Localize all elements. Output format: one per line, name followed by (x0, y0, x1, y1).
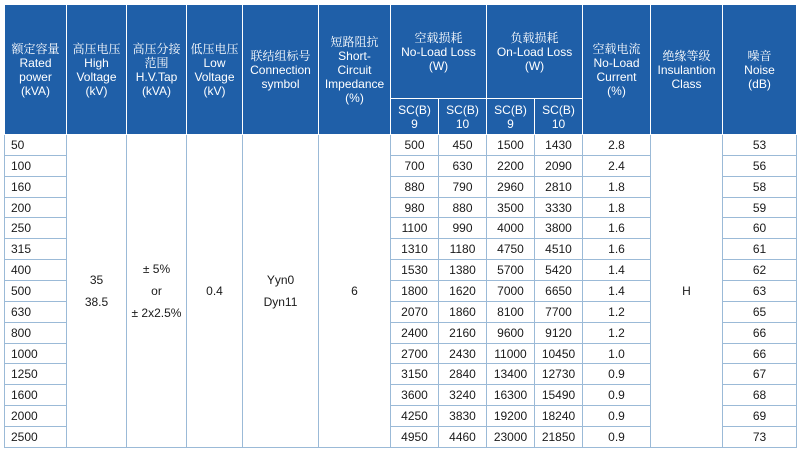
cell-noload-scb9: 500 (391, 135, 439, 156)
cell-rated-power: 200 (5, 197, 67, 218)
subheader-onload-scb10-l2: 10 (551, 116, 566, 131)
cell-no-load-current: 2.8 (583, 135, 651, 156)
cell-onload-scb10: 7700 (535, 301, 583, 322)
cell-onload-scb9: 13400 (487, 364, 535, 385)
header-no-load-current-en1: No-Load (593, 55, 640, 70)
cell-noload-scb10: 630 (439, 155, 487, 176)
cell-noload-scb10: 790 (439, 176, 487, 197)
header-noise (723, 5, 797, 135)
header-on-load-loss-cn: 负载损耗 (510, 30, 559, 45)
cell-hv-tap (127, 135, 187, 448)
header-low-voltage-unit: (kV) (203, 83, 226, 98)
header-short-circuit-impedance (319, 5, 391, 135)
cell-onload-scb9: 16300 (487, 385, 535, 406)
cell-connection-symbol (243, 135, 319, 448)
cell-noload-scb9: 4950 (391, 427, 439, 448)
cell-rated-power: 500 (5, 281, 67, 302)
subheader-noload-scb10-l1: SC(B) (446, 102, 479, 117)
header-low-voltage-cn: 低压电压 (190, 41, 239, 56)
cell-noise: 60 (723, 218, 797, 239)
cell-noload-scb9: 700 (391, 155, 439, 176)
header-noise-cn: 噪音 (747, 48, 772, 63)
cell-hv-tap-line: or (151, 284, 162, 298)
cell-onload-scb9: 9600 (487, 322, 535, 343)
cell-noload-scb10: 1620 (439, 281, 487, 302)
cell-noise: 59 (723, 197, 797, 218)
cell-high-voltage-line: 35 (89, 273, 104, 287)
header-no-load-current-cn: 空载电流 (592, 41, 641, 56)
header-connection-en2: symbol (261, 76, 300, 91)
cell-noise: 62 (723, 260, 797, 281)
header-insulation-cn: 绝缘等级 (662, 48, 711, 63)
cell-low-voltage-line: 0.4 (206, 284, 223, 298)
cell-rated-power: 1600 (5, 385, 67, 406)
cell-onload-scb10: 2810 (535, 176, 583, 197)
header-no-load-loss-en: No-Load Loss (401, 44, 476, 59)
cell-hv-tap-line: ± 5% (142, 262, 171, 276)
cell-noload-scb10: 450 (439, 135, 487, 156)
cell-low-voltage (187, 135, 243, 448)
header-hv-tap-cn1: 高压分接 (132, 41, 181, 56)
header-high-voltage-cn: 高压电压 (72, 41, 121, 56)
cell-onload-scb10: 5420 (535, 260, 583, 281)
cell-onload-scb9: 2200 (487, 155, 535, 176)
cell-onload-scb10: 3330 (535, 197, 583, 218)
header-rated-power-en1: Rated (19, 55, 52, 70)
cell-noise: 66 (723, 343, 797, 364)
cell-noload-scb9: 2070 (391, 301, 439, 322)
cell-noise: 67 (723, 364, 797, 385)
cell-connection-symbol-line: Yyn0 (266, 273, 295, 287)
cell-noload-scb9: 1310 (391, 239, 439, 260)
cell-noload-scb9: 1100 (391, 218, 439, 239)
cell-noload-scb9: 1800 (391, 281, 439, 302)
header-no-load-loss-unit: (W) (428, 58, 449, 73)
cell-rated-power: 800 (5, 322, 67, 343)
cell-onload-scb10: 3800 (535, 218, 583, 239)
cell-onload-scb9: 8100 (487, 301, 535, 322)
cell-onload-scb9: 1500 (487, 135, 535, 156)
cell-rated-power: 2000 (5, 406, 67, 427)
cell-rated-power: 315 (5, 239, 67, 260)
subheader-onload-scb9-l1: SC(B) (494, 102, 527, 117)
header-rated-power-en2: power (19, 69, 52, 84)
cell-no-load-current: 0.9 (583, 406, 651, 427)
cell-onload-scb10: 15490 (535, 385, 583, 406)
cell-rated-power: 160 (5, 176, 67, 197)
header-high-voltage-unit: (kV) (85, 83, 108, 98)
header-connection-symbol (243, 5, 319, 135)
cell-insulation-class-line: H (682, 284, 691, 298)
header-high-voltage-en1: High (84, 55, 109, 70)
cell-onload-scb9: 7000 (487, 281, 535, 302)
cell-insulation-class (651, 135, 723, 448)
cell-no-load-current: 0.9 (583, 427, 651, 448)
cell-noload-scb10: 1860 (439, 301, 487, 322)
cell-onload-scb10: 2090 (535, 155, 583, 176)
header-low-voltage-en2: Voltage (194, 69, 235, 84)
cell-onload-scb10: 18240 (535, 406, 583, 427)
header-hv-tap-unit: (kVA) (141, 83, 172, 98)
cell-no-load-current: 0.9 (583, 385, 651, 406)
cell-noload-scb10: 3240 (439, 385, 487, 406)
cell-onload-scb9: 19200 (487, 406, 535, 427)
cell-noload-scb9: 2400 (391, 322, 439, 343)
cell-noload-scb10: 880 (439, 197, 487, 218)
cell-noise: 61 (723, 239, 797, 260)
header-connection-en1: Connection (250, 62, 311, 77)
cell-no-load-current: 1.2 (583, 301, 651, 322)
header-insulation-en2: Class (671, 76, 702, 91)
cell-onload-scb10: 4510 (535, 239, 583, 260)
subheader-onload-scb10 (535, 99, 583, 135)
cell-rated-power: 250 (5, 218, 67, 239)
cell-noise: 66 (723, 322, 797, 343)
cell-noise: 68 (723, 385, 797, 406)
cell-no-load-current: 0.9 (583, 364, 651, 385)
cell-onload-scb9: 4000 (487, 218, 535, 239)
table-row (5, 135, 797, 156)
header-low-voltage (187, 5, 243, 135)
subheader-noload-scb9-l2: 9 (411, 116, 418, 131)
subheader-noload-scb10-l2: 10 (455, 116, 470, 131)
cell-onload-scb9: 2960 (487, 176, 535, 197)
header-impedance-unit: (%) (345, 90, 364, 105)
cell-no-load-current: 1.2 (583, 322, 651, 343)
cell-noise: 73 (723, 427, 797, 448)
cell-rated-power: 2500 (5, 427, 67, 448)
cell-rated-power: 400 (5, 260, 67, 281)
cell-no-load-current: 1.4 (583, 281, 651, 302)
cell-rated-power: 100 (5, 155, 67, 176)
cell-noload-scb10: 4460 (439, 427, 487, 448)
cell-no-load-current: 2.4 (583, 155, 651, 176)
header-rated-power (5, 5, 67, 135)
cell-noload-scb9: 1530 (391, 260, 439, 281)
cell-rated-power: 1250 (5, 364, 67, 385)
cell-no-load-current: 1.0 (583, 343, 651, 364)
cell-no-load-current: 1.8 (583, 197, 651, 218)
subheader-onload-scb10-l1: SC(B) (542, 102, 575, 117)
cell-onload-scb9: 3500 (487, 197, 535, 218)
cell-onload-scb10: 1430 (535, 135, 583, 156)
header-no-load-loss-cn: 空载损耗 (414, 30, 463, 45)
cell-noise: 63 (723, 281, 797, 302)
header-connection-cn: 联结组标号 (250, 48, 311, 63)
subheader-onload-scb9-l2: 9 (507, 116, 514, 131)
cell-connection-symbol-line: Dyn11 (263, 295, 298, 309)
header-insulation-class (651, 5, 723, 135)
header-noise-en: Noise (744, 62, 775, 77)
subheader-noload-scb10 (439, 99, 487, 135)
cell-impedance-line: 6 (351, 284, 358, 298)
cell-impedance (319, 135, 391, 448)
cell-hv-tap-line: ± 2x2.5% (131, 306, 182, 320)
cell-onload-scb9: 5700 (487, 260, 535, 281)
header-noise-unit: (dB) (748, 76, 771, 91)
cell-rated-power: 630 (5, 301, 67, 322)
cell-noload-scb9: 2700 (391, 343, 439, 364)
cell-noise: 58 (723, 176, 797, 197)
subheader-onload-scb9 (487, 99, 535, 135)
header-rated-power-cn: 额定容量 (11, 41, 60, 56)
header-no-load-current-en2: Current (596, 69, 637, 84)
cell-noise: 65 (723, 301, 797, 322)
cell-onload-scb10: 9120 (535, 322, 583, 343)
header-no-load-loss (391, 5, 487, 99)
cell-onload-scb10: 21850 (535, 427, 583, 448)
cell-noise: 56 (723, 155, 797, 176)
header-on-load-loss-unit: (W) (524, 58, 545, 73)
cell-noload-scb10: 2430 (439, 343, 487, 364)
cell-no-load-current: 1.4 (583, 260, 651, 281)
header-on-load-loss (487, 5, 583, 99)
cell-noload-scb9: 4250 (391, 406, 439, 427)
header-no-load-current (583, 5, 651, 135)
cell-noload-scb10: 1180 (439, 239, 487, 260)
cell-noload-scb9: 3150 (391, 364, 439, 385)
header-high-voltage-en2: Voltage (76, 69, 117, 84)
subheader-noload-scb9-l1: SC(B) (398, 102, 431, 117)
transformer-spec-table (4, 4, 797, 448)
table-body (5, 135, 797, 448)
cell-no-load-current: 1.6 (583, 218, 651, 239)
header-insulation-en1: Insulantion (657, 62, 716, 77)
header-high-voltage (67, 5, 127, 135)
cell-noload-scb9: 880 (391, 176, 439, 197)
header-rated-power-unit: (kVA) (20, 83, 51, 98)
cell-noload-scb10: 2840 (439, 364, 487, 385)
cell-noload-scb10: 1380 (439, 260, 487, 281)
cell-onload-scb10: 12730 (535, 364, 583, 385)
cell-onload-scb10: 6650 (535, 281, 583, 302)
header-impedance-en3: Impedance (324, 76, 385, 91)
cell-high-voltage-line: 38.5 (84, 295, 109, 309)
cell-rated-power: 1000 (5, 343, 67, 364)
cell-noload-scb9: 980 (391, 197, 439, 218)
header-on-load-loss-en: On-Load Loss (496, 44, 573, 59)
cell-no-load-current: 1.8 (583, 176, 651, 197)
cell-onload-scb9: 23000 (487, 427, 535, 448)
header-hv-tap-en: H.V.Tap (135, 69, 178, 84)
header-impedance-en2: Circuit (337, 62, 372, 77)
cell-noise: 53 (723, 135, 797, 156)
cell-onload-scb10: 10450 (535, 343, 583, 364)
header-hv-tap (127, 5, 187, 135)
subheader-noload-scb9 (391, 99, 439, 135)
cell-rated-power: 50 (5, 135, 67, 156)
cell-no-load-current: 1.6 (583, 239, 651, 260)
cell-onload-scb9: 11000 (487, 343, 535, 364)
cell-high-voltage (67, 135, 127, 448)
cell-onload-scb9: 4750 (487, 239, 535, 260)
cell-noise: 69 (723, 406, 797, 427)
header-impedance-en1: Short- (338, 48, 371, 63)
header-low-voltage-en1: Low (203, 55, 226, 70)
cell-noload-scb10: 3830 (439, 406, 487, 427)
cell-noload-scb9: 3600 (391, 385, 439, 406)
header-hv-tap-cn2: 范围 (144, 55, 169, 70)
header-no-load-current-unit: (%) (607, 83, 626, 98)
cell-noload-scb10: 2160 (439, 322, 487, 343)
cell-noload-scb10: 990 (439, 218, 487, 239)
header-impedance-cn: 短路阻抗 (330, 34, 379, 49)
